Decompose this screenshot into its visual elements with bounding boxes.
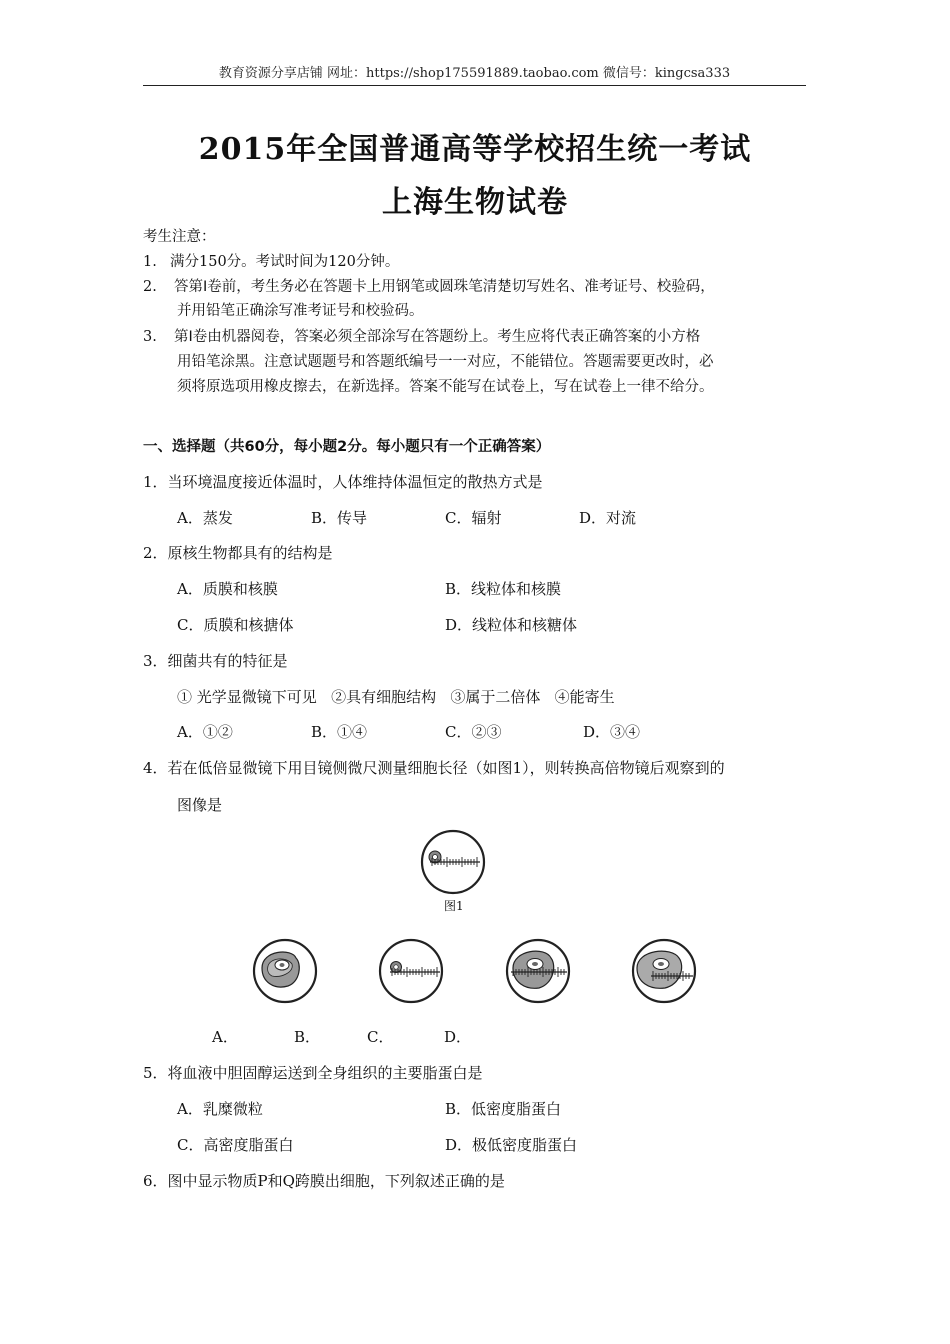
question-3-statements: ① 光学显微镜下可见 ②具有细胞结构 ③属于二倍体 ④能寄生 — [177, 688, 615, 706]
notice-item-1-text: 满分150分。考试时间为120分钟。 — [170, 254, 400, 270]
question-6-stem: 6．图中显示物质P和Q跨膜出细胞，下列叙述正确的是 — [143, 1172, 505, 1190]
option-d-image — [631, 938, 697, 1004]
header-divider — [143, 85, 806, 86]
notice-item-3-line-2: 用铅笔涂黑。注意试题题号和答题纸编号一一对应，不能错位。答题需要更改时，必 — [177, 354, 714, 370]
section-heading: 一、选择题（共60分，每小题2分。每小题只有一个正确答案） — [143, 439, 551, 455]
question-3-option-a: A．①② — [177, 723, 233, 741]
question-5-option-b: B．低密度脂蛋白 — [445, 1100, 562, 1118]
figure-1-caption: 图1 — [444, 899, 464, 913]
question-4-stem-line-2: 图像是 — [177, 796, 223, 814]
notice-item-3-line-1: 第Ⅰ卷由机器阅卷，答案必须全部涂写在答题纷上。考生应将代表正确答案的小方格 — [174, 329, 701, 345]
question-4-option-c: C． — [367, 1028, 394, 1046]
notice-heading: 考生注意： — [143, 229, 216, 245]
question-4-option-d: D． — [444, 1028, 472, 1046]
question-4-option-b: B． — [294, 1028, 321, 1046]
question-3-option-c: C．②③ — [445, 723, 502, 741]
notice-item-2-num: 2. — [143, 279, 157, 295]
notice-item-3-line-3: 须将原选项用橡皮擦去，在新选择。答案不能写在试卷上，写在试卷上一律不给分。 — [177, 379, 714, 395]
notice-item-2-line-1: 答第Ⅰ卷前，考生务必在答题卡上用钢笔或圆珠笔清楚切写姓名、准考证号、校验码， — [174, 279, 715, 295]
question-3-stem: 3．细菌共有的特征是 — [143, 652, 288, 670]
question-1-stem: 1．当环境温度接近体温时，人体维持体温恒定的散热方式是 — [143, 473, 543, 491]
question-5-option-d: D．极低密度脂蛋白 — [445, 1136, 578, 1154]
question-5-stem: 5．将血液中胆固醇运送到全身组织的主要脂蛋白是 — [143, 1064, 483, 1082]
question-5-option-a: A．乳糜微粒 — [177, 1100, 263, 1118]
question-2-option-d: D．线粒体和核糖体 — [445, 616, 578, 634]
question-1-option-a: A．蒸发 — [177, 509, 233, 527]
exam-title: 2015年全国普通高等学校招生统一考试 — [198, 132, 752, 167]
exam-subtitle: 上海生物试卷 — [382, 185, 568, 220]
question-2-option-b: B．线粒体和核膜 — [445, 580, 562, 598]
question-2-stem: 2．原核生物都具有的结构是 — [143, 544, 333, 562]
notice-item-1-num: 1. — [143, 254, 157, 270]
question-5-option-c: C．高密度脂蛋白 — [177, 1136, 294, 1154]
question-2-option-c: C．质膜和核搪体 — [177, 616, 294, 634]
question-1-option-b: B．传导 — [311, 509, 368, 527]
question-1-option-d: D．对流 — [579, 509, 637, 527]
figure-1-microscope-view — [420, 829, 486, 895]
question-1-option-c: C．辐射 — [445, 509, 502, 527]
question-3-option-d: D．③④ — [583, 723, 641, 741]
option-c-image — [505, 938, 571, 1004]
option-a-image — [252, 938, 318, 1004]
question-4-stem-line-1: 4．若在低倍显微镜下用目镜侧微尺测量细胞长径（如图1），则转换高倍物镜后观察到的 — [143, 759, 725, 777]
question-4-option-a: A． — [212, 1028, 238, 1046]
page-header: 教育资源分享店铺 网址：https://shop175591889.taobao.com 微信号：kingcsa333 — [218, 66, 731, 81]
question-3-option-b: B．①④ — [311, 723, 368, 741]
notice-item-2-line-2: 并用铅笔正确涂写准考证号和校验码。 — [177, 303, 424, 319]
notice-item-3-num: 3. — [143, 329, 157, 345]
question-2-option-a: A．质膜和核膜 — [177, 580, 278, 598]
option-b-image — [378, 938, 444, 1004]
